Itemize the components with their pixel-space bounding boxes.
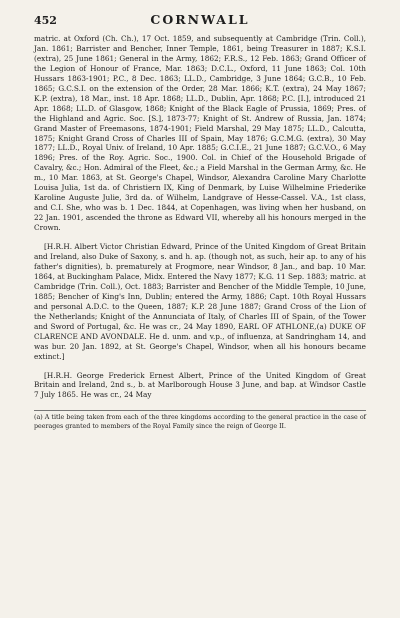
footnote-divider xyxy=(34,410,366,411)
paragraph-edward-honours: matric. at Oxford (Ch. Ch.), 17 Oct. 1859, and subsequently at Cambridge (Trin. Coll.), Jan. 1861; Barrister and Bencher, Inner Temple, 1861, being Treasurer in 1887; K.S.I. (extra), 25 June 1861; General in the Army, 1862; F.R.S., 12 Feb. 1863; Grand Officer of the Legion of Honour of France, Mar. 1863; D.C.L., Oxford, 11 June 1863; Col. 10th Hussars 1863-1901; P.C., 8 Dec. 1863; LL.D., Cambridge, 3 June 1864; G.C.B., 10 Feb. 1865; G.C.S.I. on the extension of the Order, 28 Mar. 1866; K.T. (extra), 24 May 1867; K.P. (extra), 18 Mar., inst. 18 Apr. 1868; LL.D., Dublin, Apr. 1868; P.C. [I.], introduced 21 Apr. 1868; LL.D. of Glasgow, 1868; Knight of the Black Eagle of Prussia, 1869; Pres. of the Highland and Agric. Soc. [S.], 1873-77; Knight of St. Andrew of Russia, Jan. 1874; Grand Master of Freemasons, 1874-1901; Field Marshal, 29 May 1875; LL.D., Calcutta, 1875; Knight Grand Cross of Charles III of Spain, May 1876; G.C.M.G. (extra), 30 May 1877; LL.D., Royal Univ. of Ireland, 10 Apr. 1885; G.C.I.E., 21 June 1887; G.C.V.O., 6 May 1896; Pres. of the Roy. Agric. Soc., 1900. Col. in Chief of the Household Brigade of Cavalry, &c.; Hon. Admiral of the Fleet, &c.; a Field Marshal in the German Army, &c. He m., 10 Mar. 1863, at St. George's Chapel, Windsor, Alexandra Caroline Mary Charlotte Louisa Julia, 1st da. of Christiern IX, King of Denmark, by Luise Wilhelmine Friederike Karoline Auguste Julie, 3rd da. of Wilhelm, Landgrave of Hesse-Cassel. V.A., 1st class, and C.I. She, who was b. 1 Dec. 1844, at Copenhagen, was living when her husband, on 22 Jan. 1901, ascended the throne as Edward VII, whereby all his honours merged in the Crown. xyxy=(34,34,366,233)
main-text xyxy=(34,34,366,400)
paragraph-george-frederick: [H.R.H. George Frederick Ernest Albert, Prince of the United Kingdom of Great Britain and Ireland, 2nd s., b. at Marlborough House 3 June, and bap. at Windsor Castle 7 July 1865. He was cr., 24 May xyxy=(34,370,366,400)
paragraph-albert-victor: [H.R.H. Albert Victor Christian Edward, Prince of the United Kingdom of Great Britain and Ireland, also Duke of Saxony, s. and h. ap. (though not, as such, heir ap. to any of his father's dignities), b. prematurely at Frogmore, near Windsor, 8 Jan., and bap. 10 Mar. 1864, at Buckingham Palace, Midx. Entered the Navy 1877; K.G. 11 Sep. 1883; matric. at Cambridge (Trin. Coll.), Oct. 1883; Barrister and Bencher of the Middle Temple, 10 June, 1885; Bencher of King's Inn, Dublin; entered the Army, 1886; Capt. 10th Royal Hussars and personal A.D.C. to the Queen, 1887; K.P. 28 June 1887; Grand Cross of the Lion of the Netherlands; Knight of the Annunciata of Italy, of Charles III of Spain, of the Tower and Sword of Portugal, &c. He was cr., 24 May 1890, EARL OF ATHLONE,(a) DUKE OF CLARENCE AND AVONDALE. He d. unm. and v.p., of influenza, at Sandringham 14, and was bur. 20 Jan. 1892, at St. George's Chapel, Windsor, when all his honours became extinct.] xyxy=(34,242,366,361)
page-number: 452 xyxy=(34,14,57,27)
footnote: (a) A title being taken from each of the three kingdoms according to the general practice in the case of peerages granted to members of the Royal Family since the reign of George II. xyxy=(34,414,366,430)
running-head: CORNWALL xyxy=(150,12,250,27)
page-header xyxy=(34,12,366,30)
